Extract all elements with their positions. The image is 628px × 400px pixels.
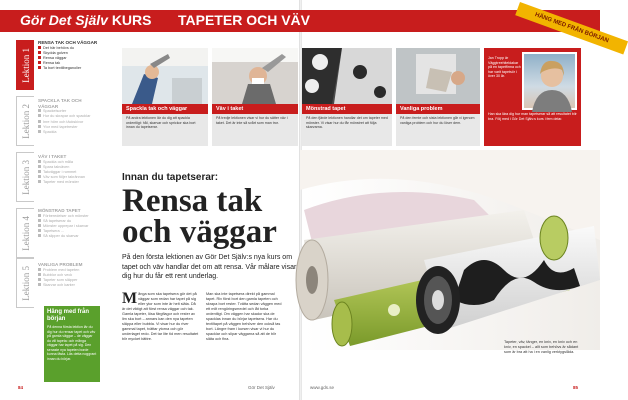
- info-box: [44, 306, 100, 382]
- lesson-item: Spackla och måla: [38, 160, 102, 165]
- corner-ribbon: HÄNG MED FRÅN BÖRJAN: [515, 2, 628, 54]
- kicker: Innan du tapetserar:: [122, 172, 219, 183]
- person-photo: [524, 54, 579, 112]
- card-text: På den fjärde lektionen handlar det om tapeter med mönster. Vi visar hur du får mönstret att följa skarvarna.: [306, 116, 388, 130]
- lesson-item: Hur du skrapar och spacklar: [38, 114, 102, 119]
- lesson-item: Så slipper du skarvar: [38, 234, 102, 239]
- lesson-item: Rensa väggar: [38, 56, 102, 61]
- card-caption: Mönstrad tapet: [302, 104, 392, 114]
- lesson-item: Spara takväven: [38, 165, 102, 170]
- body-text: Man ska inte tapetsera direkt på gammal tapet. Riv först bort den gamla tapeten och skrapa bort rester. Tvätta sedan väggen med ett milt rengöringsmedel och låt torka ordentligt. Om väggen har skador ska de spacklas innan du börjar tapetsera. Har du textiltapet på väggen behöver den också tas bort. Längre fram i kursen visar vi hur du spacklar och slipar väggarna så att de blir släta och fina.: [206, 292, 282, 341]
- lesson-item: Spackelsorter: [38, 109, 102, 114]
- lesson-item: Mönster upprepar i skarvar: [38, 224, 102, 229]
- wallpaper-rolls-photo: [304, 150, 600, 350]
- tab-lesson-1[interactable]: Lektion 1: [16, 40, 34, 90]
- lesson-title: MÖNSTRAD TAPET: [38, 208, 81, 213]
- lesson-item: Tapeter som släpper: [38, 278, 102, 283]
- lesson-title: RENSA TAK OCH VÄGGAR: [38, 40, 98, 45]
- expert-box: [484, 48, 581, 146]
- lesson-title: VÄV I TAKET: [38, 154, 67, 159]
- lesson-list-2: [38, 98, 102, 135]
- common-problems-photo: [396, 48, 480, 104]
- tab-lesson-5[interactable]: Lektion 5: [16, 258, 34, 308]
- preview-card-2[interactable]: [122, 48, 208, 146]
- lesson-item: Spackla: [38, 130, 102, 135]
- info-box-body: På denna första lektion lär du dig hur du rensar tapet och väv på gamla väggar – de väggar du vill tapeta: och många väggar har tapet på sig. Den senaste nya tapeten borde kunna fästa. Läs detta noggrant innan du börjar.: [47, 325, 97, 361]
- body-column-2: [206, 292, 284, 342]
- lesson-item: Inre hörn och täckskivor: [38, 120, 102, 125]
- ceiling-fabric-photo: [212, 48, 298, 104]
- lesson-title: VANLIGA PROBLEM: [38, 262, 83, 267]
- tab-lesson-3[interactable]: Lektion 3: [16, 152, 34, 202]
- expert-description: Han ska lära dig hur man tapetserar så att resultatet blir bra. Följ med i Gör Det Själv:s kurs i fem delar.: [488, 112, 577, 121]
- lesson-item: Ytor med tapetrester: [38, 125, 102, 130]
- lesson-list-4: [38, 208, 102, 240]
- ceiling-work-photo: [122, 48, 208, 104]
- info-box-title: Häng med från början: [47, 309, 90, 322]
- lesson-item: Tapetsera ...: [38, 229, 102, 234]
- body-column-1: [122, 292, 200, 342]
- footer-magazine: Gör Det Själv: [248, 385, 275, 390]
- card-caption: Väv i taket: [212, 104, 298, 114]
- preview-card-5[interactable]: [396, 48, 480, 146]
- lesson-item: Skarvar och kanter: [38, 283, 102, 288]
- lesson-item: Takväggar i rummet: [38, 170, 102, 175]
- tab-lesson-4[interactable]: Lektion 4: [16, 208, 34, 258]
- lesson-list-3: [38, 154, 102, 186]
- magazine-brand: Gör Det Själv KURS: [20, 12, 152, 28]
- preview-card-3[interactable]: [212, 48, 298, 146]
- lesson-item: Skydda golven: [38, 51, 102, 56]
- lesson-item: Så tapetserar du: [38, 219, 102, 224]
- preview-card-4[interactable]: [302, 48, 392, 146]
- card-caption: Spackla tak och väggar: [122, 104, 208, 114]
- page-number-right: 85: [573, 385, 579, 390]
- lesson-list-1: [38, 40, 102, 72]
- expert-intro: Jan Tropp är Väggtreehiteldakar på en tapetfirma och har varit tapetsör i över 30 år.: [488, 56, 521, 79]
- lesson-item: Förberedelser och mönster: [38, 214, 102, 219]
- lesson-item: Rensa tak: [38, 61, 102, 66]
- lesson-item: Problem med tapeten: [38, 268, 102, 273]
- card-text: På andra lektionen lär du dig att spackla ordentligt: hål, skarvar och sprickor ska bort innan du tapetserar.: [126, 116, 196, 130]
- lesson-item: Ta bort textilbeganolier: [38, 66, 102, 71]
- lesson-title: SPACKLA TAK OCH VÄGGAR: [38, 98, 82, 109]
- lesson-item: Tapeter med mönster: [38, 180, 102, 185]
- lead-paragraph: På den första lektionen av Gör Det Själv:s nya kurs om tapet och väv handlar det om att rensa. Vår målare visar dig hur du får ett rent underlag.: [122, 254, 297, 281]
- expert-portrait: [522, 52, 577, 110]
- section-title: TAPETER OCH VÄV: [178, 12, 310, 28]
- dropcap: M: [122, 290, 138, 307]
- lesson-item: Det här behövs du: [38, 46, 102, 51]
- lesson-list-5: [38, 262, 102, 288]
- photo-caption: Tapeter, väv, tänger, en kniv, en kniv och en kniv, en spackel – allt som behövs är sådant som är bra att ha i en vanlig verktygslåda.: [504, 340, 579, 354]
- body-text: ånga som ska tapetsera gör det på väggar som redan har tapet på sig eller ytor som inte är helt släta. Då är det viktigt att först rensa väggar och tak. Gamla tapeter, lösa färgflagor och rester av lim ska bort – annars kan den nya tapeten släppa eller bubbla. Vi visar hur du river gammal tapet, tvättar ytorna och gör underlaget redo. Det tar lite tid men resultatet blir mycket bättre.: [122, 292, 199, 341]
- card-text: På tredje lektionen visar vi hur du sätter väv i taket. Det är inte så svårt som man tror.: [216, 116, 288, 125]
- card-caption: Vanliga problem: [396, 104, 480, 114]
- lesson-item: Väv som följer takrännan: [38, 175, 102, 180]
- headline: Rensa tak och väggar: [122, 183, 277, 250]
- page-number-left: 84: [18, 385, 24, 390]
- patterned-wallpaper-photo: [302, 48, 392, 104]
- card-text: På den femte och sista lektionen går vi igenom vanliga problem och hur du löser dem.: [400, 116, 475, 125]
- tab-lesson-2[interactable]: Lektion 2: [16, 96, 34, 146]
- footer-url: www.gds.se: [310, 385, 335, 390]
- lesson-item: Bubblor och veck: [38, 273, 102, 278]
